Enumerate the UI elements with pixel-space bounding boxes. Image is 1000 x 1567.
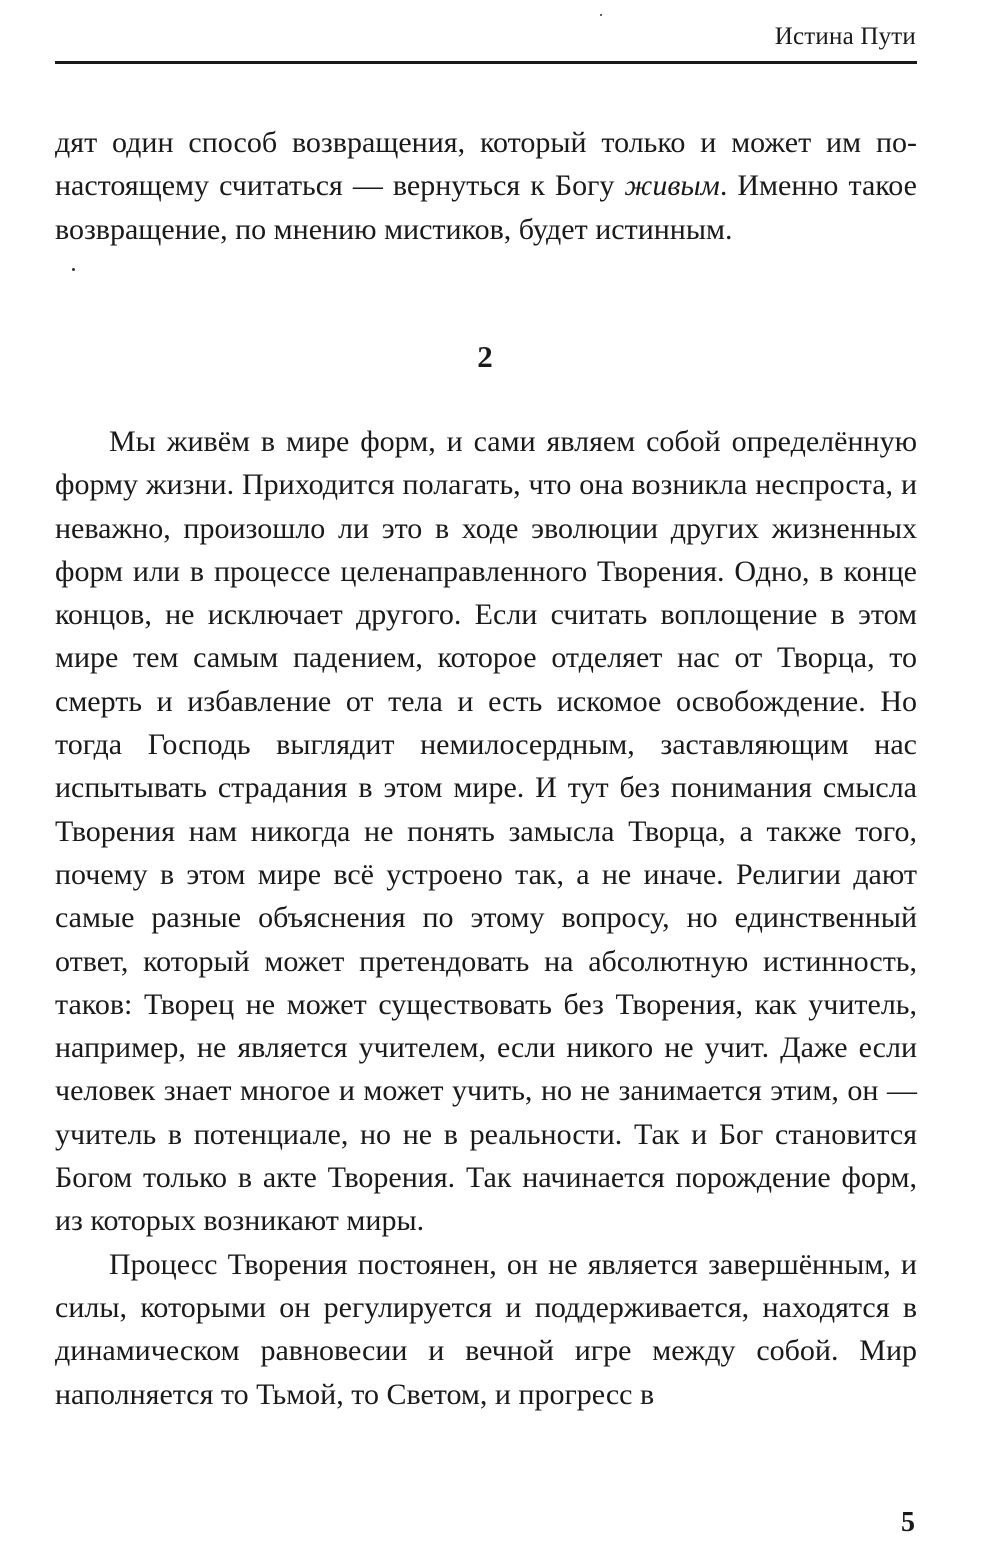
scan-speck xyxy=(72,268,75,271)
emphasis-word: живым xyxy=(624,169,720,203)
body-paragraph-1: Мы живём в мире форм, и сами являем собой определённую форму жизни. Приходится полагать, что она возникла неспроста, и неважно, произошло ли это в ходе эволюции других жизненных форм или в процессе целенаправленного Творения. Одно, в конце концов, не исключает другого. Если считать воплощение в этом мире тем самым падением, которое отделяет нас от Творца, то смерть и избавление от тела и есть искомое освобождение. Но тогда Господь выглядит немилосердным, заставляющим нас испытывать страдания в этом мире. И тут без понимания смысла Творения нам никогда не понять замысла Творца, а также того, почему в этом мире всё устроено так, а не иначе. Религии дают самые разные объяснения по этому вопросу, но единственный ответ, который может претендовать на абсолютную истинность, таков: Творец не может существовать без Творения, как учитель, например, не является учителем, если никого не учит. Даже если человек знает многое и может учить, но не занимается этим, он — учитель в потенциале, но не в реальности. Так и Бог становится Богом только в акте Творения. Так начинается порождение форм, из которых возникают миры. xyxy=(55,425,917,1238)
opening-paragraph-text xyxy=(55,121,917,251)
scan-speck xyxy=(600,14,602,16)
body-paragraph-2: Процесс Творения постоянен, он не является завершённым, и силы, которыми он регулируется и поддерживается, находятся в динамическом равновесии и вечной игре между собой. Мир наполняется то Тьмой, то Светом, и прогресс в xyxy=(55,1247,917,1411)
header-rule xyxy=(55,61,917,64)
running-header-title: Истина Пути xyxy=(774,23,916,50)
page-number: 5 xyxy=(901,1507,915,1538)
section-body xyxy=(55,420,917,1416)
section-number: 2 xyxy=(477,339,493,374)
opening-text-start: дят один способ возвращения, который только и может им по-настоящему считаться — вернуться к Богу xyxy=(55,126,917,203)
opening-paragraph xyxy=(55,121,917,251)
opening-text-end: . Именно такое возвращение, по мнению мистиков, будет истинным. xyxy=(55,169,917,246)
